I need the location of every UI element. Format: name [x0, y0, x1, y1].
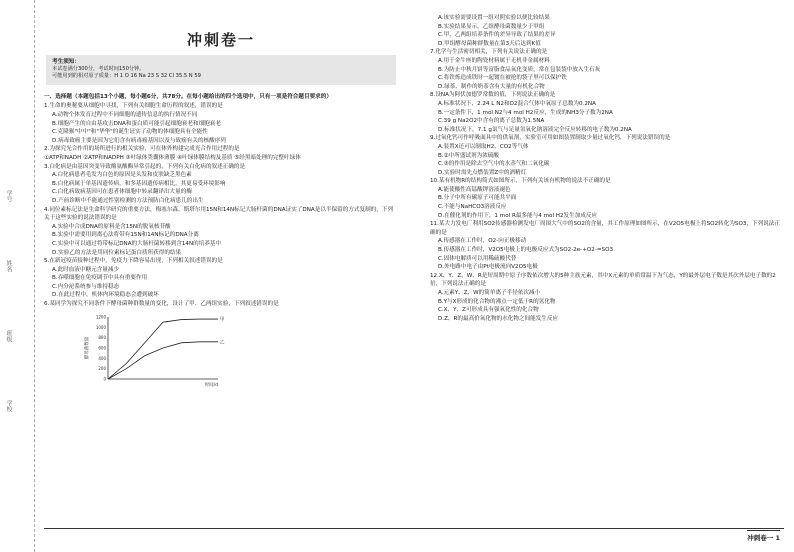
answer-option: D.实验时需先点燃装置Z中的酒精灯 — [438, 169, 527, 176]
answer-option: B.细胞产生的自由基攻击DNA和蛋白质可能引起细胞衰老和细胞衰老 — [52, 120, 221, 127]
answer-option: B.为防止中秋月饼等富脂食品氧化变质，常在包装袋中放入生石灰 — [438, 66, 601, 73]
question-text: 1.生命的奥秘要从细胞中寻找，下列有关细胞生命历程的叙述，错误的是 — [44, 103, 223, 110]
answer-option: D.Z、R的最高价氧化物的水化物之间能发生反应 — [438, 315, 559, 322]
y-tick-label: 600 — [98, 345, 106, 351]
series-label: 甲 — [220, 317, 225, 323]
binding-label-name: 姓名 — [5, 260, 12, 272]
question-list — [44, 102, 398, 308]
question-text: 9.过氧化钙可作呼吸面具中的供氧剂，实验室可用如图装置制取少量过氧化钙，下列说法错误的是 — [430, 135, 671, 142]
question-text: ①ATP和NADH ②ATP和NADPH ③叶绿体类囊体薄膜 ④叶绿体膜结构及基质 ⑤经黑暗处理的完整叶绿体 — [44, 154, 301, 161]
answer-option: B.②中所盛试剂为浓硫酸 — [438, 152, 499, 159]
answer-option: D.在催化剂的作用下，1 mol R最多能与4 mol H2发生加成反应 — [438, 212, 598, 219]
answer-option: B.传感器在工作时，V2O5电极上的电极反应式为SO2-2e-+O2-=SO3 — [438, 247, 614, 254]
answer-option: A.元素Y、Z、W的简单离子半径依次减小 — [438, 290, 541, 296]
y-tick-label: 200 — [98, 365, 106, 371]
answer-option: C.克隆猴"中中"和"华华"的诞生证实了动物的体细胞具有全能性 — [52, 129, 208, 136]
section-heading: 一、选择题（本题包括13个小题，每小题6分，共78分。在每小题给出的四个选项中，只有一项是符合题目要求的） — [44, 93, 332, 100]
answer-option: C.不能与NaHCO3溶液反应 — [438, 204, 507, 211]
answer-option: A.传感器在工作时，O2-向正极移动 — [438, 238, 527, 245]
y-axis-label: 酵母菌数量 — [85, 336, 90, 359]
answer-option: C.甲、乙两组培养条件的差异导致了结果的差异 — [438, 32, 556, 39]
question-text: 3.白化病是由基因突变导致酪氨酸酶异常引起的，下列有关白化病的叙述正确的是 — [44, 163, 246, 170]
answer-option: A.该实验需要设置一组对照实验以便比较结果 — [438, 15, 550, 21]
answer-option: B.吞噬细胞在免疫调节中具有重要作用 — [52, 275, 148, 282]
answer-option: D.产前诊断中不能通过性别检测的方法预防白化病患儿的出生 — [52, 197, 204, 204]
right-column — [430, 14, 780, 526]
answer-option: B.一定条件下，1 mol N2与4 mol H2反应，生成的NH3分子数为2NA — [438, 109, 613, 116]
answer-option: B.实验结果显示，乙组酵母菌数量少于甲组 — [438, 23, 545, 30]
answer-option: B.白化病属于单基因遗传病，和多基因遗传病相比，其更易受环境影响 — [52, 180, 226, 187]
answer-option: C.将铁炼造成铁时一起镀在被抢的袋子里可以保护铁 — [438, 75, 567, 82]
y-tick-label: 1200 — [95, 314, 106, 320]
answer-option: A.此时血液中糖元含量减少 — [52, 266, 120, 273]
answer-option: D.标准状况下，7.1 g氯气与足量氢氧化钠溶液完全反应转移的电子数为0.2NA — [438, 126, 632, 133]
question-text: 12.X、Y、Z、W、R是短周期中原子序数依次增大的5种主族元素，其中X元素的单质常温下为气态，Y的最外层电子数是其次外层电子数的2倍，下列说法正确的是 — [430, 272, 776, 288]
answer-option: A.用于金牛座的陶瓷材料属于无机非金属材料 — [438, 57, 550, 64]
page-title: 冲刺卷一 — [186, 31, 255, 49]
notice-line: 可能用到的相对原子质量：H 1 O 16 Na 23 S 32 Cl 35.5 N 59 — [52, 73, 201, 80]
answer-option: C.X、Y、Z可形成具有强氧化性的化合物 — [438, 307, 539, 314]
question-text: 2.为探究光合作用的场所进行的相关实验，可在体外构建完成光合作用过程的是 — [44, 146, 240, 153]
answer-option: C.白化病致病基因可在患者体细胞中转录翻译出大量的酶 — [52, 189, 192, 196]
question-text: 7.化学与生活密切相关，下列有关说法正确的是 — [430, 49, 548, 56]
question-text: 8.设NA为阿伏加德罗常数的值，下列说法正确的是 — [430, 92, 556, 99]
binding-margin — [0, 0, 35, 552]
answer-option: A.白化病患者毛发为白色的原因是头发和皮肤缺乏黑色素 — [52, 172, 192, 179]
answer-option: C.固体电解质可以用稀硫酸代替 — [438, 255, 517, 262]
notice-box — [46, 55, 396, 85]
answer-option: D.实验乙的方法是用同位素标记蛋白质所获得的结果 — [52, 249, 182, 256]
answer-option: D.外电路中电子由Pt电极流向V2O5电极 — [438, 264, 538, 271]
answer-option: B.分子中所有碳原子可能共平面 — [438, 195, 517, 202]
binding-label-id: 学号 — [5, 190, 12, 202]
answer-option: D.绿茶、制作的奶茶含有大量的有机化合物 — [438, 83, 545, 90]
y-tick-label: 800 — [98, 334, 106, 340]
answer-option: D.病毒致癌主要是因为它们含有病毒癌基因以及与致癌有关的核酸序列 — [52, 137, 226, 144]
answer-option: C.39 g Na2O2中含有的离子总数为1.5NA — [438, 118, 545, 125]
binding-label-school: 学校 — [5, 400, 12, 412]
left-column — [44, 14, 398, 526]
notice-heading: 考生须知： — [52, 58, 80, 65]
answer-option: A.实验中合成DNA的原料是含15N的脱氧核苷酸 — [52, 223, 171, 230]
question-text: 5.在新冠疫苗接种过程中，免疫力下降容易出现，下列相关叙述错误的是 — [44, 258, 223, 265]
footer-rule — [44, 528, 784, 529]
series-line-1 — [108, 341, 218, 378]
answer-option: A.能使酸性高锰酸钾溶液褪色 — [438, 186, 511, 193]
answer-option: D.在此过程中，机体内环境稳态会遭到破坏 — [52, 292, 159, 299]
question-text: 4.同位素标记法是生命科学研究的重要方法，梅塞尔森、斯塔尔用15N和14N标记大肠杆菌的DNA证实了DNA是以半保留的方式复制的，下列关于这些实验的说法错误的是 — [44, 206, 394, 222]
notice-line: 本试卷满分300分，考试时间150分钟。 — [52, 66, 145, 72]
question-list — [430, 14, 780, 323]
answer-option: B.Y与X形成的化合物的沸点一定低于R的氢化物 — [438, 298, 556, 305]
x-axis-label: 时间/d — [204, 382, 218, 388]
answer-option: B.实验中需要用到离心法将带有15N和14N标记的DNA分离 — [52, 232, 199, 239]
answer-option: A.装置X还可以制取H2、CO2等气体 — [438, 143, 529, 150]
y-tick-label: 1000 — [95, 324, 106, 330]
question-text: 10.某有机物R的结构简式如图所示，下列有关该有机物的说法不正确的是 — [430, 178, 611, 185]
y-tick-label: 400 — [98, 355, 106, 361]
answer-option: A.动物个体发育过程中不同细胞的遗传信息的执行情况不同 — [52, 112, 198, 118]
answer-option: C.内分泌系统参与维持稳态 — [52, 283, 120, 290]
binding-label-class: 班级 — [5, 330, 12, 342]
answer-option: A.标准状况下，2.24 L N2和O2混合气体中氧原子总数为0.2NA — [438, 100, 596, 107]
series-label: 乙 — [220, 339, 225, 345]
answer-option: C.③的作用是除去空气中的水蒸气和二氧化碳 — [438, 161, 550, 168]
question-text: 6.某同学为探究不同条件下酵母菌种群数量的变化，设计了甲、乙两组实验，下列叙述错误的是 — [44, 301, 279, 308]
line-chart — [84, 311, 234, 393]
answer-option: D.甲组酵母菌种群数量在第3天后达到K值 — [438, 40, 541, 47]
answer-option: C.实验中可以通过将带标记DNA的大肠杆菌转移到含14N的培养基中 — [52, 240, 222, 247]
question-text: 11.某大力发电厂利用SO2传感器检测发电厂周围大气中的SO2的含量，其工作原理如图所示，在V2O5电极上将SO2转化为SO3，下列说法正确的是 — [430, 221, 780, 236]
page-footer: 冲刺卷一 1 — [747, 530, 780, 542]
y-tick-label: 0 — [103, 376, 106, 382]
